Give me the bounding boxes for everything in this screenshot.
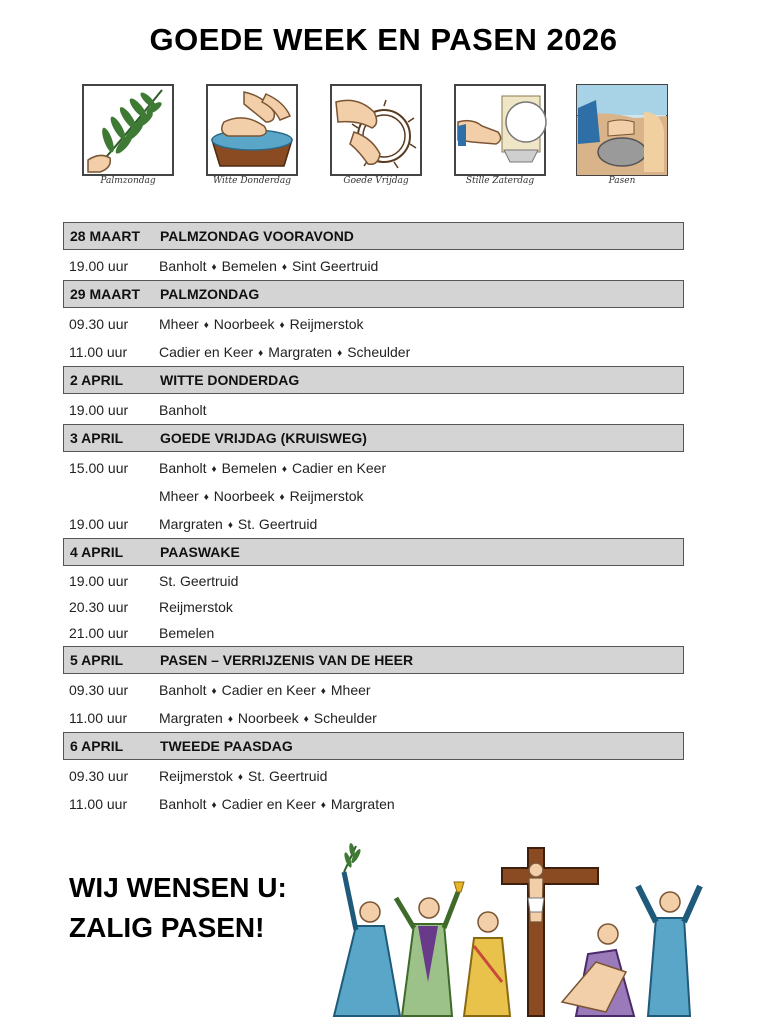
diamond-separator-icon: ♦ <box>203 492 209 503</box>
easter-crucifixion-illustration-icon <box>326 842 706 1022</box>
icon-caption: Witte Donderdag <box>212 176 292 186</box>
diamond-separator-icon: ♦ <box>303 714 309 725</box>
service-row <box>63 762 684 790</box>
service-time: 21.00 uur <box>69 625 129 641</box>
service-places <box>159 710 377 726</box>
diamond-separator-icon: ♦ <box>203 320 209 331</box>
icon-card-pasen <box>574 82 670 190</box>
service-places <box>159 258 378 274</box>
service-places <box>159 796 395 812</box>
place-name: Mheer <box>330 682 371 698</box>
diamond-separator-icon: ♦ <box>281 464 287 475</box>
empty-tomb-icon <box>574 82 670 178</box>
place-name: Cadier en Keer <box>221 796 316 812</box>
service-places <box>159 516 317 532</box>
place-name: Banholt <box>159 460 207 476</box>
service-row <box>63 338 684 366</box>
easter-illustration <box>326 842 706 1027</box>
day-title: GOEDE VRIJDAG (KRUISWEG) <box>160 430 367 446</box>
place-name: Margraten <box>330 796 395 812</box>
service-time: 19.00 uur <box>69 258 129 274</box>
wish-line-1: WIJ WENSEN U: <box>69 872 287 903</box>
foot-washing-icon <box>204 82 300 178</box>
service-time: 15.00 uur <box>69 460 129 476</box>
day-header <box>63 366 684 394</box>
service-places <box>159 768 327 784</box>
service-time: 19.00 uur <box>69 402 129 418</box>
place-name: Margraten <box>159 516 223 532</box>
place-name: Reijmerstok <box>289 316 364 332</box>
service-row <box>63 482 684 510</box>
diamond-separator-icon: ♦ <box>320 686 326 697</box>
icon-caption: Pasen <box>608 176 636 186</box>
day-header <box>63 222 684 250</box>
service-row <box>63 396 684 424</box>
day-header <box>63 646 684 674</box>
day-title: PASEN – VERRIJZENIS VAN DE HEER <box>160 652 414 668</box>
place-name: Reijmerstok <box>289 488 364 504</box>
icon-caption: Stille Zaterdag <box>465 176 535 186</box>
service-time: 19.00 uur <box>69 573 129 589</box>
day-header <box>63 538 684 566</box>
day-date: 4 APRIL <box>70 544 124 560</box>
diamond-separator-icon: ♦ <box>211 686 217 697</box>
service-row <box>63 620 684 646</box>
day-date: 28 MAART <box>70 228 141 244</box>
service-time: 11.00 uur <box>69 710 128 726</box>
day-title: PAASWAKE <box>160 544 240 560</box>
place-name: Margraten <box>268 344 333 360</box>
place-name: Sint Geertruid <box>291 258 379 274</box>
place-name: Cadier en Keer <box>159 344 254 360</box>
day-title: WITTE DONDERDAG <box>160 372 300 388</box>
service-time: 09.30 uur <box>69 682 129 698</box>
icon-caption: Goede Vrijdag <box>343 176 409 186</box>
diamond-separator-icon: ♦ <box>279 492 285 503</box>
service-places <box>159 460 386 476</box>
day-title: PALMZONDAG VOORAVOND <box>160 228 354 244</box>
service-time: 11.00 uur <box>69 796 128 812</box>
place-name: Banholt <box>159 682 207 698</box>
service-row <box>63 704 684 732</box>
service-places <box>159 625 214 641</box>
icon-card-palmzondag <box>80 82 176 190</box>
icon-caption: Palmzondag <box>100 176 156 186</box>
icon-card-witte-donderdag <box>204 82 300 190</box>
service-row <box>63 310 684 338</box>
service-time: 20.30 uur <box>69 599 129 615</box>
day-date: 5 APRIL <box>70 652 124 668</box>
place-name: Cadier en Keer <box>221 682 316 698</box>
place-name: Cadier en Keer <box>291 460 387 476</box>
service-row <box>63 568 684 594</box>
service-row <box>63 454 684 482</box>
place-name: St. Geertruid <box>237 516 318 532</box>
place-name: Noorbeek <box>213 488 275 504</box>
day-header <box>63 280 684 308</box>
service-row <box>63 252 684 280</box>
service-time: 19.00 uur <box>69 516 129 532</box>
place-name: Scheulder <box>347 344 411 360</box>
day-date: 2 APRIL <box>70 372 124 388</box>
diamond-separator-icon: ♦ <box>227 520 233 531</box>
diamond-separator-icon: ♦ <box>211 800 217 811</box>
place-name: Mheer <box>159 316 199 332</box>
diamond-separator-icon: ♦ <box>279 320 285 331</box>
service-row <box>63 676 684 704</box>
service-time: 09.30 uur <box>69 316 129 332</box>
diamond-separator-icon: ♦ <box>211 464 217 475</box>
place-name: Noorbeek <box>213 316 275 332</box>
place-name: Banholt <box>159 258 207 274</box>
place-name: Mheer <box>159 488 199 504</box>
diamond-separator-icon: ♦ <box>281 262 287 273</box>
diamond-separator-icon: ♦ <box>211 262 217 273</box>
day-date: 6 APRIL <box>70 738 124 754</box>
diamond-separator-icon: ♦ <box>337 348 343 359</box>
place-name: Scheulder <box>313 710 377 726</box>
place-name: St. Geertruid <box>159 573 239 589</box>
page-title: GOEDE WEEK EN PASEN 2026 <box>149 22 618 57</box>
place-name: Reijmerstok <box>159 768 233 784</box>
palm-branch-icon <box>80 82 176 178</box>
service-row <box>63 510 684 538</box>
service-places <box>159 488 364 504</box>
place-name: Banholt <box>159 796 207 812</box>
diamond-separator-icon: ♦ <box>320 800 326 811</box>
day-title: PALMZONDAG <box>160 286 260 302</box>
place-name: Reijmerstok <box>159 599 233 615</box>
service-places <box>159 344 410 360</box>
day-title: TWEEDE PAASDAG <box>160 738 293 754</box>
place-name: Bemelen <box>221 460 277 476</box>
icon-card-stille-zaterdag <box>452 82 548 190</box>
day-header <box>63 424 684 452</box>
place-name: St. Geertruid <box>248 768 328 784</box>
icon-card-goede-vrijdag <box>328 82 424 190</box>
day-date: 3 APRIL <box>70 430 124 446</box>
place-name: Margraten <box>159 710 223 726</box>
diamond-separator-icon: ♦ <box>237 772 244 783</box>
service-row <box>63 594 684 620</box>
schedule-table <box>63 222 684 818</box>
service-places <box>159 316 364 332</box>
easter-wish <box>69 868 287 948</box>
day-header <box>63 732 684 760</box>
service-time: 11.00 uur <box>69 344 128 360</box>
service-places <box>159 599 233 615</box>
service-row <box>63 790 684 818</box>
diamond-separator-icon: ♦ <box>258 348 264 359</box>
wish-line-2: ZALIG PASEN! <box>69 912 265 943</box>
place-name: Bemelen <box>221 258 277 274</box>
holy-week-icons <box>80 82 670 194</box>
service-places <box>159 682 371 698</box>
day-date: 29 MAART <box>70 286 141 302</box>
place-name: Noorbeek <box>237 710 299 726</box>
service-places <box>159 573 238 589</box>
service-places <box>159 402 206 418</box>
place-name: Banholt <box>159 402 207 418</box>
chalice-icon <box>452 82 548 178</box>
place-name: Bemelen <box>159 625 215 641</box>
diamond-separator-icon: ♦ <box>227 714 233 725</box>
service-time: 09.30 uur <box>69 768 129 784</box>
crown-of-thorns-icon <box>328 82 424 178</box>
